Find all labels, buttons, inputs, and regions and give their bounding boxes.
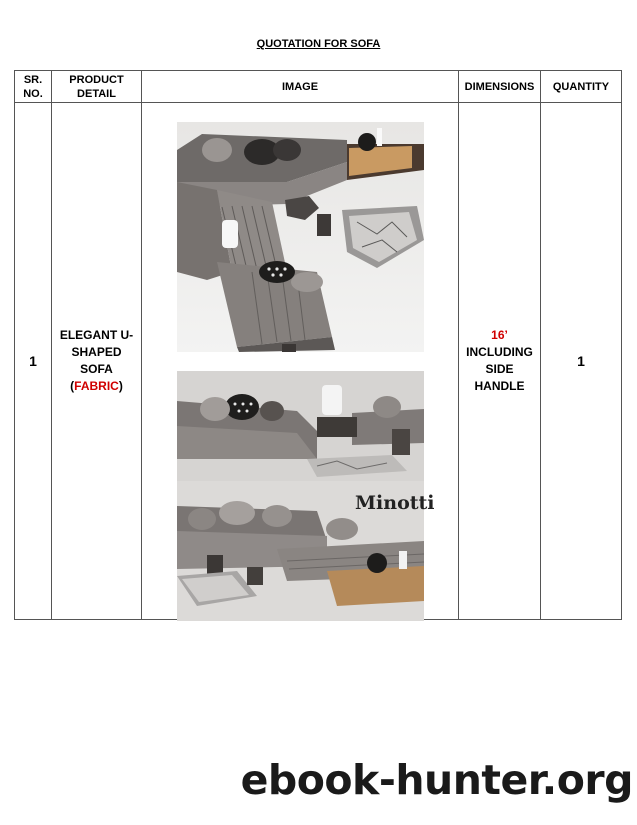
dimension-size: 16’	[491, 328, 508, 342]
quotation-table	[14, 70, 622, 620]
header-sr-no	[15, 71, 52, 103]
watermark-text: ebook-hunter.org	[240, 756, 633, 804]
table-row	[15, 103, 622, 620]
material-close-paren: )	[118, 379, 123, 393]
header-quantity: QUANTITY	[541, 71, 622, 103]
product-line3: SOFA	[80, 362, 113, 376]
sofa-photo-top	[177, 122, 424, 352]
product-line2: SHAPED	[71, 345, 122, 359]
header-sr-line1: SR.	[23, 73, 43, 86]
header-sr-line2: NO.	[23, 87, 43, 100]
dimension-line3: SIDE	[485, 362, 514, 376]
header-dimensions: DIMENSIONS	[459, 71, 541, 103]
cell-dimensions	[459, 103, 541, 620]
dimension-line4: HANDLE	[474, 379, 525, 393]
sofa-photo-bottom	[177, 371, 435, 601]
material-open-paren: (	[70, 379, 75, 393]
page-title: QUOTATION FOR SOFA	[256, 38, 381, 50]
cell-quantity: 1	[541, 103, 622, 620]
material-label: FABRIC	[74, 379, 119, 393]
cell-product-detail	[52, 103, 142, 620]
header-product-detail	[52, 71, 142, 103]
header-product-line1: PRODUCT	[69, 73, 124, 86]
product-line1: ELEGANT U-	[59, 328, 134, 342]
header-image: IMAGE	[142, 71, 459, 103]
cell-sr-no: 1	[15, 103, 52, 620]
brand-text: Minotti	[354, 491, 435, 514]
table-header-row	[15, 71, 622, 103]
dimension-line2: INCLUDING	[466, 345, 533, 359]
cell-image	[142, 103, 459, 620]
header-product-line2: DETAIL	[77, 87, 116, 100]
